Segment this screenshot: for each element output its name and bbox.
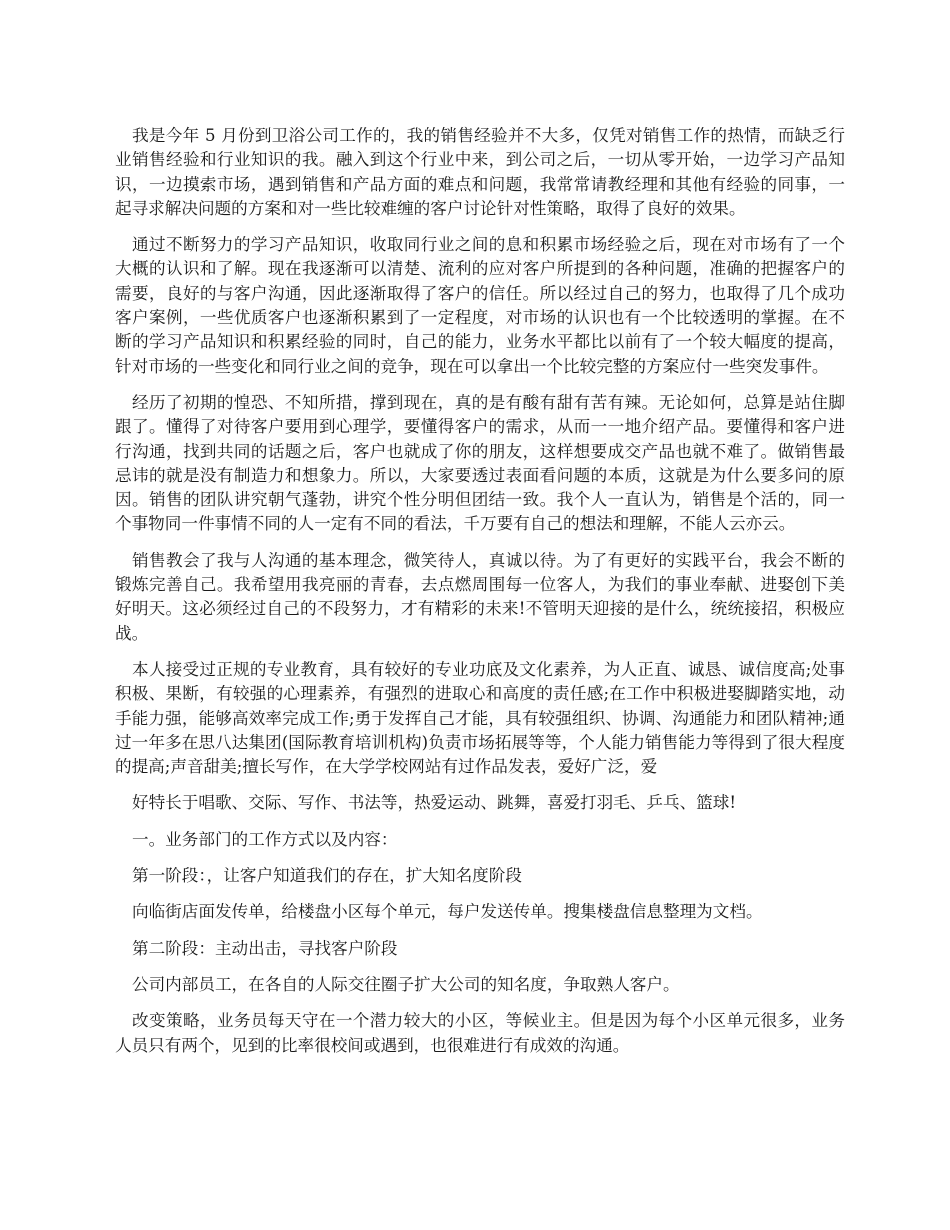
paragraph-self-introduction: 本人接受过正规的专业教育，具有较好的专业功底及文化素养，为人正直、诚恳、诚信度高;处事积极、果断，有较强的心理素养，有强烈的进取心和高度的责任感;在工作中积极进娶脚踏实地，动手能力强，能够高效率完成工作;勇于发挥自己才能，具有较强组织、协调、沟通能力和团队精神;通过一年多在思八达集团(国际教育培训机构)负责市场拓展等等，个人能力销售能力等得到了很大程度的提高;声音甜美;擅长写作，在大学学校网站有过作品发表，爱好广泛，爱 (115, 659, 845, 777)
stage-two-content: 公司内部员工，在各自的人际交往圈子扩大公司的知名度，争取熟人客户。 (132, 974, 680, 994)
paragraph-communication: 销售教会了我与人沟通的基本理念，微笑待人，真诚以待。为了有更好的实践平台，我会不断的锻炼完善自己。我希望用我亮丽的青春，去点燃周围每一位客人，为我们的事业奉献、进娶创下美好明天。这必须经过自己的不段努力，才有精彩的未来!不管明天迎接的是什么，统统接招，积极应战。 (115, 550, 845, 643)
paragraph-strategy-change: 改变策略，业务员每天守在一个潜力较大的小区，等候业主。但是因为每个小区单元很多，业务人员只有两个，见到的比率很校间或遇到，也很难进行有成效的沟通。 (115, 1011, 845, 1055)
stage-one-heading: 第一阶段：，让客户知道我们的存在，扩大知名度阶段 (132, 866, 522, 886)
paragraph-hobbies: 好特长于唱歌、交际、写作、书法等，热爱运动、跳舞，喜爱打羽毛、乒乓、篮球! (132, 793, 737, 813)
document-page (115, 124, 845, 1070)
stage-two-heading: 第二阶段：主动出击，寻找客户阶段 (132, 938, 398, 958)
paragraph-early-experience: 经历了初期的惶恐、不知所措，撑到现在，真的是有酸有甜有苦有辣。无论如何，总算是站住脚跟了。懂得了对待客户要用到心理学，要懂得客户的需求，从而一一地介绍产品。要懂得和客户进行沟通，找到共同的话题之后，客户也就成了你的朋友，这样想要成交产品也就不难了。做销售最忌讳的就是没有制造力和想象力。所以，大家要透过表面看问题的本质，这就是为什么要多问的原因。销售的团队讲究朝气蓬勃，讲究个性分明但团结一致。我个人一直认为，销售是个活的，同一个事物同一件事情不同的人一定有不同的看法，千万要有自己的想法和理解，不能人云亦云。 (115, 392, 845, 534)
section-heading-business-dept: 一。业务部门的工作方式以及内容： (132, 829, 398, 849)
paragraph-sales-experience: 我是今年 5 月份到卫浴公司工作的，我的销售经验并不大多，仅凭对销售工作的热情，而缺乏行业销售经验和行业知识的我。融入到这个行业中来，到公司之后，一切从零开始，一边学习产品知识，一边摸索市场，遇到销售和产品方面的难点和问题，我常常请教经理和其他有经验的同事，一起寻求解决问题的方案和对一些比较难缠的客户讨论针对性策略，取得了良好的效果。 (115, 126, 845, 218)
paragraph-product-knowledge: 通过不断努力的学习产品知识，收取同行业之间的息和积累市场经验之后，现在对市场有了一个大概的认识和了解。现在我逐渐可以清楚、流利的应对客户所提到的各种问题，准确的把握客户的需要，良好的与客户沟通，因此逐渐取得了客户的信任。所以经过自己的努力，也取得了几个成功客户案例，一些优质客户也逐渐积累到了一定程度，对市场的认识也有一个比较透明的掌握。在不断的学习产品知识和积累经验的同时，自己的能力，业务水平都比以前有了一个较大幅度的提高，针对市场的一些变化和同行业之间的竞争，现在可以拿出一个比较完整的方案应付一些突发事件。 (115, 235, 845, 376)
stage-one-content: 向临街店面发传单，给楼盘小区每个单元，每户发送传单。搜集楼盘信息整理为文档。 (132, 902, 763, 922)
